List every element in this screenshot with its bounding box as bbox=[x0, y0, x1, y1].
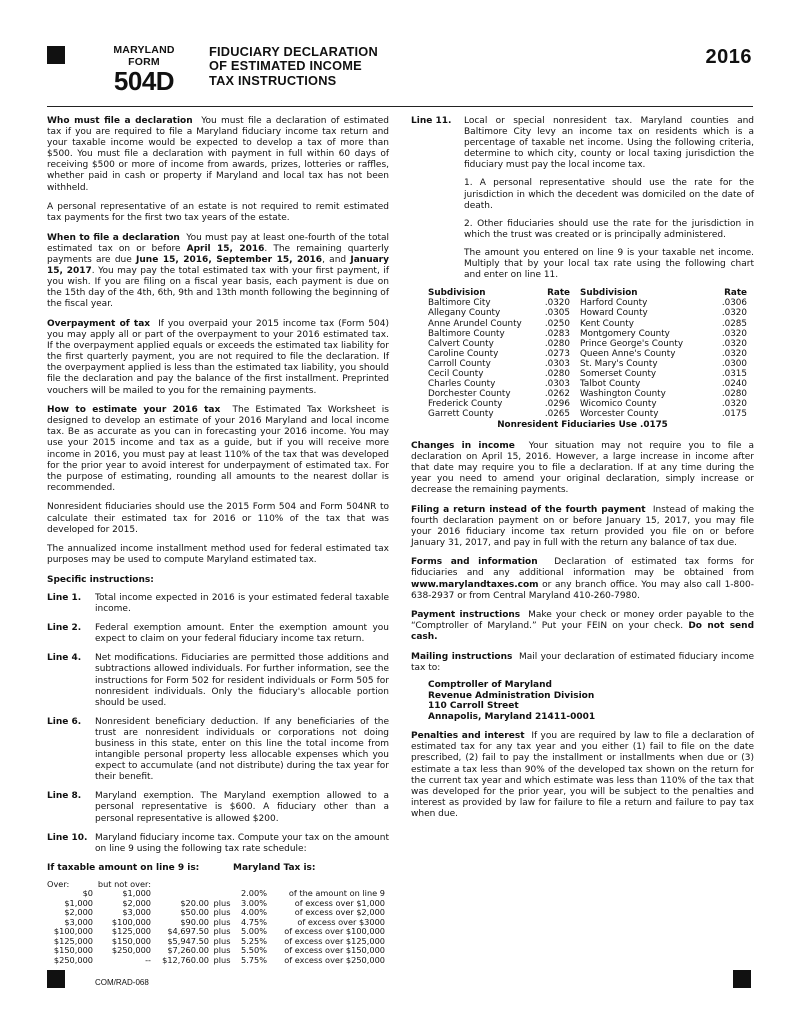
bracket-not-over: $3,000 bbox=[122, 907, 151, 918]
column-gap bbox=[570, 308, 580, 318]
col-not-over-label: but not over: bbox=[97, 878, 151, 889]
bracket-not-over: $125,000 bbox=[111, 926, 151, 937]
bracket-rate: 2.00% bbox=[240, 888, 267, 899]
rate-description: of excess over $2,000 bbox=[294, 907, 385, 918]
subdivision-rate: .0320 bbox=[544, 298, 570, 309]
bracket-rate: 5.25% bbox=[240, 935, 267, 946]
line-label: Line 6. bbox=[47, 716, 82, 727]
subdivision-name: Charles County bbox=[428, 379, 496, 390]
right-column bbox=[411, 116, 754, 828]
who-must-file-section bbox=[47, 116, 389, 194]
website-link[interactable]: www.marylandtaxes.com bbox=[411, 579, 539, 590]
bracket-over: $3,000 bbox=[64, 916, 93, 927]
left-column bbox=[47, 116, 389, 965]
column-gap bbox=[570, 389, 580, 399]
line-11-item bbox=[411, 116, 754, 171]
column-gap bbox=[570, 379, 580, 389]
section-text: You must pay at least one-fourth of the total estimated tax on or before bbox=[47, 232, 389, 254]
plus-word: plus bbox=[213, 954, 231, 965]
column-gap bbox=[570, 339, 580, 349]
mailing-section bbox=[411, 652, 754, 674]
changes-section bbox=[411, 441, 754, 496]
nonresident-note: Nonresident fiduciaries should use the 2015 Form 504 and Form 504NR to calculate their estimated tax for 2016 or 110% of the tax that was developed for 2015. bbox=[47, 502, 389, 535]
column-gap bbox=[570, 359, 580, 369]
bracket-rate: 3.00% bbox=[240, 897, 267, 908]
subdivision-name: Howard County bbox=[580, 308, 648, 319]
section-heading: Mailing instructions bbox=[411, 652, 513, 663]
rates-header-row bbox=[428, 288, 747, 298]
base-tax: $4,697.50 bbox=[167, 926, 209, 937]
subdivision-name: Anne Arundel County bbox=[428, 318, 522, 329]
rates-row bbox=[428, 349, 747, 359]
registration-mark-bottom-left bbox=[47, 970, 65, 988]
line-11-criterion-1: 1. A personal representative should use the rate for the jurisdiction in which the decedent was domiciled on the date of death. bbox=[464, 178, 754, 211]
plus-word: plus bbox=[213, 926, 231, 937]
line-11-instruction: The amount you entered on line 9 is your taxable net income. Multiply that by your local tax rate using the following chart and enter on line 11. bbox=[464, 247, 754, 281]
bracket-rate: 5.50% bbox=[240, 945, 267, 956]
col-over-label: Over: bbox=[47, 878, 70, 889]
subdivision-name: Caroline County bbox=[428, 348, 499, 359]
line-item bbox=[47, 833, 389, 855]
form-word: FORM bbox=[128, 56, 160, 68]
rate-description: of excess over $100,000 bbox=[284, 926, 385, 937]
rates-col-subdivision: Subdivision bbox=[580, 288, 638, 299]
base-tax: $7,260.00 bbox=[167, 945, 209, 956]
subdivision-rate: .0320 bbox=[721, 308, 747, 319]
bracket-over: $250,000 bbox=[53, 954, 93, 965]
section-text: . The remaining quarterly payments are due bbox=[47, 243, 389, 266]
section-heading: Penalties and interest bbox=[411, 731, 525, 742]
section-text: Declaration of estimated tax forms for fiduciaries and any additional information may be obtained from bbox=[411, 557, 754, 579]
subdivision-rate: .0240 bbox=[721, 379, 747, 390]
rates-row bbox=[428, 389, 747, 399]
bracket-rate: 5.75% bbox=[240, 954, 267, 965]
bracket-not-over: $1,000 bbox=[122, 888, 151, 899]
local-rates-table bbox=[428, 288, 747, 419]
line-item bbox=[47, 593, 389, 615]
plus-word: plus bbox=[213, 897, 231, 908]
line-label: Line 11. bbox=[411, 116, 452, 126]
subdivision-rate: .0303 bbox=[544, 358, 570, 369]
line-label: Line 4. bbox=[47, 653, 82, 664]
line-label: Line 10. bbox=[47, 832, 88, 843]
rates-row bbox=[428, 369, 747, 379]
specific-instructions-heading: Specific instructions: bbox=[47, 574, 154, 585]
subdivision-rate: .0305 bbox=[544, 308, 570, 319]
line-text: Federal exemption amount. Enter the exemption amount you expect to claim on your federal fiduciary income tax return. bbox=[95, 623, 389, 645]
rate-description: of excess over $1,000 bbox=[294, 897, 385, 908]
state-label: MARYLAND bbox=[113, 44, 175, 56]
subdivision-name: Washington County bbox=[580, 389, 666, 400]
line-11-criterion-2: 2. Other fiduciaries should use the rate for the jurisdiction in which the trust was created or is principally administered. bbox=[464, 218, 754, 240]
section-heading: Changes in income bbox=[411, 440, 515, 451]
subdivision-rate: .0285 bbox=[721, 318, 747, 329]
how-to-estimate-section bbox=[47, 405, 389, 494]
rate-description: of excess over $125,000 bbox=[284, 935, 385, 946]
address-line: Annapolis, Maryland 21411-0001 bbox=[428, 711, 596, 722]
column-gap bbox=[570, 399, 580, 409]
line-item bbox=[47, 623, 389, 645]
subdivision-name: Cecil County bbox=[428, 368, 484, 379]
tax-rate-schedule bbox=[47, 880, 385, 966]
section-text: Your situation may not require you to file a declaration on April 15, 2016. However, a large increase in income after that date may require you to file a declaration. If at any time during the year you need to amend your original declaration, simply increase or decrease the remaining payments. bbox=[411, 440, 754, 495]
rates-row bbox=[428, 409, 747, 419]
registration-mark-bottom-right bbox=[733, 970, 751, 988]
schedule-header bbox=[47, 863, 389, 874]
subdivision-rate: .0320 bbox=[721, 338, 747, 349]
rates-row bbox=[428, 359, 747, 369]
bracket-rate: 4.00% bbox=[240, 907, 267, 918]
subdivision-name: Frederick County bbox=[428, 399, 503, 410]
subdivision-rate: .0273 bbox=[544, 348, 570, 359]
rate-description: of the amount on line 9 bbox=[288, 888, 385, 899]
subdivision-rate: .0306 bbox=[721, 298, 747, 309]
form-code: COM/RAD-068 bbox=[95, 978, 149, 987]
form-number: 504D bbox=[113, 66, 175, 96]
plus-word: plus bbox=[213, 945, 231, 956]
title-line: TAX INSTRUCTIONS bbox=[209, 72, 337, 88]
subdivision-name: Wicomico County bbox=[580, 399, 657, 410]
bracket-over: $100,000 bbox=[53, 926, 93, 937]
penalties-section bbox=[411, 731, 754, 820]
subdivision-rate: .0296 bbox=[544, 399, 570, 410]
section-heading: Forms and information bbox=[411, 557, 538, 568]
rates-row bbox=[428, 298, 747, 308]
rates-row bbox=[428, 308, 747, 318]
section-heading: Payment instructions bbox=[411, 610, 521, 621]
section-heading: Who must file a declaration bbox=[47, 116, 193, 126]
subdivision-rate: .0280 bbox=[544, 368, 570, 379]
subdivision-name: Dorchester County bbox=[428, 389, 511, 400]
subdivision-rate: .0265 bbox=[544, 409, 570, 420]
subdivision-name: Worcester County bbox=[580, 409, 659, 420]
line-text: Maryland fiduciary income tax. Compute your tax on the amount on line 9 using the following tax rate schedule: bbox=[95, 832, 389, 854]
rate-description: of excess over $3000 bbox=[297, 916, 385, 927]
annualized-note: The annualized income installment method used for federal estimated tax purposes may be used to compute Maryland estimated tax. bbox=[47, 544, 389, 566]
line-item bbox=[47, 653, 389, 708]
plus-word: plus bbox=[213, 907, 231, 918]
filing-return-section bbox=[411, 505, 754, 549]
section-text: . You may pay the total estimated tax with your first payment, if you wish. If you are filing on a fiscal year basis, each payment is due on the 15th day of the 4th, 6th, 9th and 13th month following the beginning of the fiscal year. bbox=[47, 266, 389, 310]
line-label: Line 2. bbox=[47, 623, 82, 634]
bracket-over: $125,000 bbox=[53, 935, 93, 946]
subdivision-rate: .0175 bbox=[721, 409, 747, 420]
column-gap bbox=[570, 329, 580, 339]
rates-col-rate: Rate bbox=[547, 288, 570, 299]
due-date: April 15, 2016 bbox=[186, 243, 265, 254]
subdivision-name: Kent County bbox=[580, 318, 634, 329]
nonresident-rate-note: Nonresident Fiduciaries Use .0175 bbox=[497, 420, 668, 431]
line-text: Maryland exemption. The Maryland exemption allowed to a personal representative is $600. A fiduciary other than a personal representative is allowed $200. bbox=[95, 791, 389, 824]
line-text: Local or special nonresident tax. Maryland counties and Baltimore City levy an income tax on residents which is a percentage of taxable net income. Using the following criteria, determine to which city, county or local taxing jurisdiction the fiduciary must pay the local income tax. bbox=[464, 116, 754, 171]
subdivision-name: Talbot County bbox=[580, 379, 641, 390]
base-tax: $50.00 bbox=[180, 907, 209, 918]
bracket-not-over: $150,000 bbox=[111, 935, 151, 946]
subdivision-rate: .0320 bbox=[721, 399, 747, 410]
subdivision-rate: .0320 bbox=[721, 328, 747, 339]
section-text: Make your check or money order payable to the “Comptroller of Maryland.” Put your FEIN on your check. bbox=[411, 610, 754, 632]
subdivision-name: Somerset County bbox=[580, 368, 657, 379]
schedule-head-left: If taxable amount on line 9 is: bbox=[47, 862, 200, 873]
subdivision-name: Baltimore County bbox=[428, 328, 505, 339]
subdivision-name: Baltimore City bbox=[428, 298, 491, 309]
bracket-rate: 5.00% bbox=[240, 926, 267, 937]
bracket-over: $1,000 bbox=[64, 897, 93, 908]
line-text: Nonresident beneficiary deduction. If any beneficiaries of the trust are nonresident individuals or corporations not doing business in this state, enter on this line the total income from intangible personal property less allocable expenses which you expect to accumulate (and not distribute) during the tax year for their benefit. bbox=[95, 716, 389, 783]
section-text: or any branch office. You may also call 1-800-638-2937 or from Central Maryland 410-260-7980. bbox=[411, 579, 754, 601]
due-date: June 15, 2016, September 15, 2016 bbox=[136, 255, 323, 266]
bracket-over: $150,000 bbox=[53, 945, 93, 956]
section-text: Instead of making the fourth declaration payment on or before January 15, 2017, you may file your 2016 fiduciary income tax return provided you file on or before January 31, 2017, and pay in full with the return any balance of tax due. bbox=[411, 504, 754, 548]
line-text: Net modifications. Fiduciaries are permitted those additions and subtractions allowed individuals. For further information, see the instructions for Form 502 for resident individuals or Form 505 for nonresident individuals. Only the fiduciary's allocable portion should be used. bbox=[95, 653, 389, 708]
subdivision-name: Harford County bbox=[580, 298, 648, 309]
section-text: You must file a declaration of estimated tax if you are required to file a Maryland fiduciary income tax return and your taxable income would be expected to develop a tax of more than $500. You must file a declaration with payment in full within 60 days of receiving $500 or more of income from awards, prizes, lotteries or raffles, whether paid in cash or property if Maryland and local tax has not been withheld. bbox=[47, 116, 389, 193]
address-line: 110 Carroll Street bbox=[428, 701, 519, 712]
subdivision-rate: .0320 bbox=[721, 348, 747, 359]
rates-row bbox=[428, 339, 747, 349]
bracket-rate: 4.75% bbox=[240, 916, 267, 927]
subdivision-name: Queen Anne's County bbox=[580, 348, 676, 359]
rate-description: of excess over $250,000 bbox=[284, 954, 385, 965]
bracket-not-over: $2,000 bbox=[122, 897, 151, 908]
section-heading: When to file a declaration bbox=[47, 232, 180, 243]
section-text: If you overpaid your 2015 income tax (Form 504) you may apply all or part of the overpayment to your 2016 estimated tax. If the overpayment applied equals or exceeds the estimated tax liability for the first quarterly payment, you are not required to file the declaration. If the overpayment applied is less than the estimated tax liability, you should file the declaration and pay the balance of the first installment. Preprinted vouchers will be mailed to you for the remaining payments. bbox=[47, 319, 389, 396]
rates-row bbox=[428, 329, 747, 339]
rates-row bbox=[428, 379, 747, 389]
address-line: Comptroller of Maryland bbox=[428, 680, 552, 691]
rates-col-rate: Rate bbox=[724, 288, 747, 299]
section-text: , and bbox=[322, 255, 347, 266]
bracket-not-over: -- bbox=[145, 954, 151, 965]
subdivision-name: Montgomery County bbox=[580, 328, 670, 339]
rate-description: of excess over $150,000 bbox=[284, 945, 385, 956]
base-tax: $12,760.00 bbox=[162, 954, 209, 965]
address-line: Revenue Administration Division bbox=[428, 690, 595, 701]
due-date: January 15, 2017 bbox=[47, 255, 389, 277]
subdivision-name: Allegany County bbox=[428, 308, 501, 319]
plus-word: plus bbox=[213, 935, 231, 946]
form-identifier bbox=[94, 44, 194, 94]
title-line: OF ESTIMATED INCOME bbox=[209, 58, 362, 74]
schedule-head-right: Maryland Tax is: bbox=[233, 862, 316, 873]
line-item bbox=[47, 791, 389, 824]
column-gap bbox=[570, 319, 580, 329]
line-label: Line 1. bbox=[47, 592, 82, 603]
section-text: If you are required by law to file a declaration of estimated tax for any tax year and you either (1) fail to file on the date prescribed, (2) fail to pay the installment or installments when due or (3) estimate a tax less than 90% of the developed tax shown on the return for the current tax year and which estimate was less than 110% of the tax that was developed for the prior year, you will be subject to the penalties and interest as provided by law for failure to file a return and failure to pay tax when due. bbox=[411, 731, 754, 819]
subdivision-rate: .0280 bbox=[544, 338, 570, 349]
section-heading: Overpayment of tax bbox=[47, 319, 151, 329]
bracket-over: $0 bbox=[82, 888, 93, 899]
column-gap bbox=[570, 409, 580, 419]
bracket-not-over: $250,000 bbox=[111, 945, 151, 956]
base-tax: $20.00 bbox=[180, 897, 209, 908]
subdivision-rate: .0283 bbox=[544, 328, 570, 339]
subdivision-rate: .0250 bbox=[544, 318, 570, 329]
column-gap bbox=[570, 369, 580, 379]
overpayment-section bbox=[47, 319, 389, 397]
registration-mark-top-left bbox=[47, 46, 65, 64]
when-to-file-section bbox=[47, 233, 389, 311]
column-gap bbox=[570, 298, 580, 308]
line-item bbox=[47, 717, 389, 784]
bracket-over: $2,000 bbox=[64, 907, 93, 918]
section-text: Mail your declaration of estimated fiduciary income tax to: bbox=[411, 652, 754, 674]
personal-rep-note: A personal representative of an estate is not required to remit estimated tax payments for the first two tax years of the estate. bbox=[47, 202, 389, 224]
subdivision-rate: .0303 bbox=[544, 379, 570, 390]
subdivision-name: St. Mary's County bbox=[580, 358, 658, 369]
tax-year: 2016 bbox=[705, 46, 752, 68]
subdivision-rate: .0280 bbox=[721, 389, 747, 400]
base-tax: $90.00 bbox=[180, 916, 209, 927]
subdivision-rate: .0300 bbox=[721, 358, 747, 369]
rates-col-subdivision: Subdivision bbox=[428, 288, 486, 299]
subdivision-name: Calvert County bbox=[428, 338, 494, 349]
title-line: FIDUCIARY DECLARATION bbox=[209, 44, 378, 59]
schedule-row bbox=[47, 956, 385, 966]
base-tax: $5,947.50 bbox=[167, 935, 209, 946]
plus-word: plus bbox=[213, 916, 231, 927]
forms-info-section bbox=[411, 557, 754, 601]
line-label: Line 8. bbox=[47, 791, 82, 802]
rates-row bbox=[428, 319, 747, 329]
section-heading: Filing a return instead of the fourth payment bbox=[411, 504, 646, 515]
subdivision-rate: .0315 bbox=[721, 368, 747, 379]
section-text: The Estimated Tax Worksheet is designed to develop an estimate of your 2016 Maryland and local income tax. Be as accurate as you can in forecasting your 2016 income. You may use your 2015 income and tax as a guide, but if you will receive more income in 2016, you must pay at least 110% of the tax that was developed for the prior year to avoid interest for underpayment of estimated tax. For the purpose of estimating, rounding all amounts to the nearest dollar is recommended. bbox=[47, 405, 389, 493]
bracket-not-over: $100,000 bbox=[111, 916, 151, 927]
subdivision-name: Carroll County bbox=[428, 358, 491, 369]
rates-row bbox=[428, 399, 747, 409]
mailing-address bbox=[428, 680, 754, 722]
no-cash-warning: Do not send cash. bbox=[411, 621, 755, 643]
subdivision-name: Prince George's County bbox=[580, 338, 684, 349]
section-heading: How to estimate your 2016 tax bbox=[47, 405, 221, 416]
document-title bbox=[209, 45, 378, 88]
column-gap bbox=[570, 349, 580, 359]
subdivision-name: Garrett County bbox=[428, 409, 494, 420]
header-divider bbox=[47, 106, 753, 107]
line-text: Total income expected in 2016 is your estimated federal taxable income. bbox=[95, 592, 389, 615]
subdivision-rate: .0262 bbox=[544, 389, 570, 400]
payment-section bbox=[411, 610, 754, 643]
